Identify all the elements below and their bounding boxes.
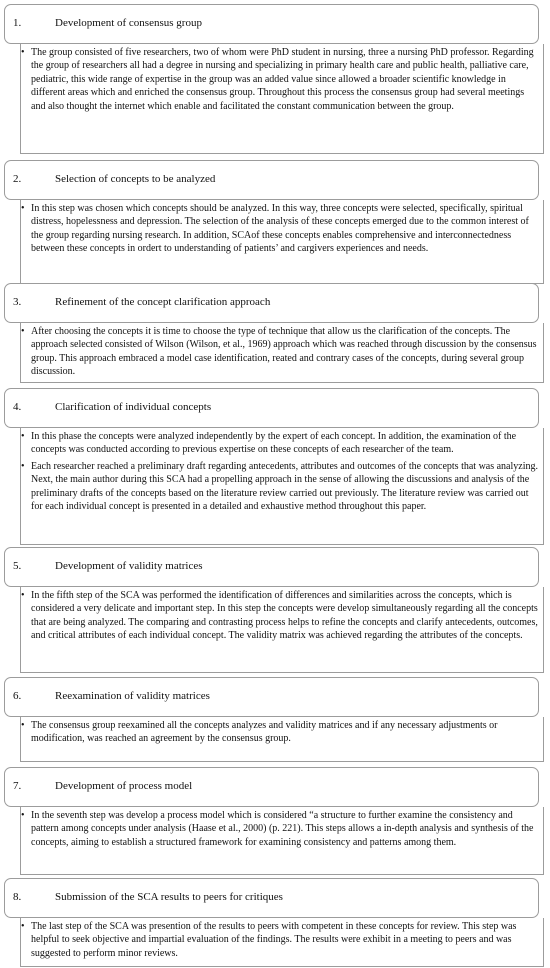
step-paragraph: In this phase the concepts were analyzed independently by the expert of each concept. In addition, the examination of the concepts was conducted according to previous expertise on these concepts of each researcher of the team. xyxy=(31,431,517,456)
step-number: 1. xyxy=(13,17,22,29)
step-description xyxy=(20,428,544,545)
step-paragraph: The consensus group reexamined all the concepts analyzes and validity matrices and if any necessary adjustments or modification, was reached an agreement by the consensus group. xyxy=(31,720,498,745)
bullet-icon: • xyxy=(21,431,25,442)
step-title: Refinement of the concept clarification approach xyxy=(55,296,271,308)
step-header xyxy=(4,160,539,200)
bullet-icon: • xyxy=(21,203,25,214)
step-title: Development of validity matrices xyxy=(55,560,203,572)
step-header xyxy=(4,677,539,717)
bullet-icon: • xyxy=(21,720,25,731)
step-title: Submission of the SCA results to peers for critiques xyxy=(55,891,283,903)
step-number: 8. xyxy=(13,891,22,903)
step-description xyxy=(20,323,544,383)
step-paragraph: In this step was chosen which concepts should be analyzed. In this way, three concepts were selected, specifically, spiritual distress, hopelessness and depression. The selection of the analysis of these concepts emerged due to the common interest of the group regarding nursing research. In addition, SCAof these concepts enables comprehensive and interconnectedness between these concepts in ordert to understanding of patients’ and cargivers experiences and needs. xyxy=(31,203,529,255)
step-paragraph: The last step of the SCA was presention of the results to peers with competent in these concepts for review. This step was helpful to seek objective and impartial evaluation of the findings. The results were exhibit in a meeting to peers and was suggested to perform minor reviews. xyxy=(31,921,517,959)
step-title: Clarification of individual concepts xyxy=(55,401,212,413)
step-title: Selection of concepts to be analyzed xyxy=(55,173,216,185)
step-description xyxy=(20,200,544,284)
step-header xyxy=(4,283,539,323)
step-header xyxy=(4,547,539,587)
step-paragraph: After choosing the concepts it is time to choose the type of technique that allow us the clarification of the concepts. The approach selected consisted of Wilson (Wilson, et al., 1969) approach which was reached through discussion by the consensus group. This approach embraced a model case identification, reated and contrary cases of the concepts, during several group discussion. xyxy=(31,326,537,378)
step-header xyxy=(4,767,539,807)
step-title: Development of consensus group xyxy=(55,17,202,29)
step-header xyxy=(4,388,539,428)
step-header xyxy=(4,878,539,918)
step-description xyxy=(20,807,544,875)
step-title: Development of process model xyxy=(55,780,193,792)
step-description xyxy=(20,44,544,154)
step-paragraph: The group consisted of five researchers, two of whom were PhD student in nursing, three a nursing PhD professor. Regarding the group of researchers all had a degree in nursing and specializing in primary health care and public health, palliative care, pediatric, this wide range of expertise in the group was an added value since allowed a broader scientific knowledge in different areas which and enriched the consensus group. Throughout this process the consensus group had several meetings and also thought the internet which enable and facilitated the constant communication between the group. xyxy=(31,47,534,112)
step-title: Reexamination of validity matrices xyxy=(55,690,210,702)
bullet-icon: • xyxy=(21,326,25,337)
step-number: 6. xyxy=(13,690,22,702)
bullet-icon: • xyxy=(21,460,25,472)
bullet-icon: • xyxy=(21,47,25,58)
step-paragraph: Each researcher reached a preliminary draft regarding antecedents, attributes and outcomes of the concepts that was analyzing. Next, the main author during this SCA had a propelling approach in the sense of allowing the discussions and analysis of the preliminary drafts of the concepts based on the literature review carried out previously. The literature review was carried out for each individual concept is presented in a detailed and exhaustive method throughout this paper. xyxy=(31,460,538,513)
bullet-icon: • xyxy=(21,921,25,932)
step-header xyxy=(4,4,539,44)
step-number: 5. xyxy=(13,560,22,572)
step-paragraph: In the fifth step of the SCA was performed the identification of differences and similarities across the concepts, which is considered a very delicate and important step. In this step the concepts were develop simultaneously regarding all the concepts that are being analyzed. The comparing and contrasting process helps to refine the concepts and clarify antecedents, outcomes, and critical attributes of each individual concept. The validity matrix was achieved regarding the attributes of the concepts. xyxy=(31,590,538,642)
bullet-icon: • xyxy=(21,590,25,601)
step-paragraph: In the seventh step was develop a process model which is considered “a structure to further examine the consistency and pattern among concepts under analysis (Haase et al., 2000) (p. 221). This steps allows a in-depth analysis and synthesis of the concepts, aiming to establish a structured framework for examining consistency and patterns among them. xyxy=(31,810,534,848)
step-description xyxy=(20,717,544,762)
step-number: 2. xyxy=(13,173,22,185)
step-number: 4. xyxy=(13,401,22,413)
step-number: 3. xyxy=(13,296,22,308)
step-description xyxy=(20,587,544,673)
step-number: 7. xyxy=(13,780,22,792)
step-description xyxy=(20,918,544,967)
bullet-icon: • xyxy=(21,810,25,821)
